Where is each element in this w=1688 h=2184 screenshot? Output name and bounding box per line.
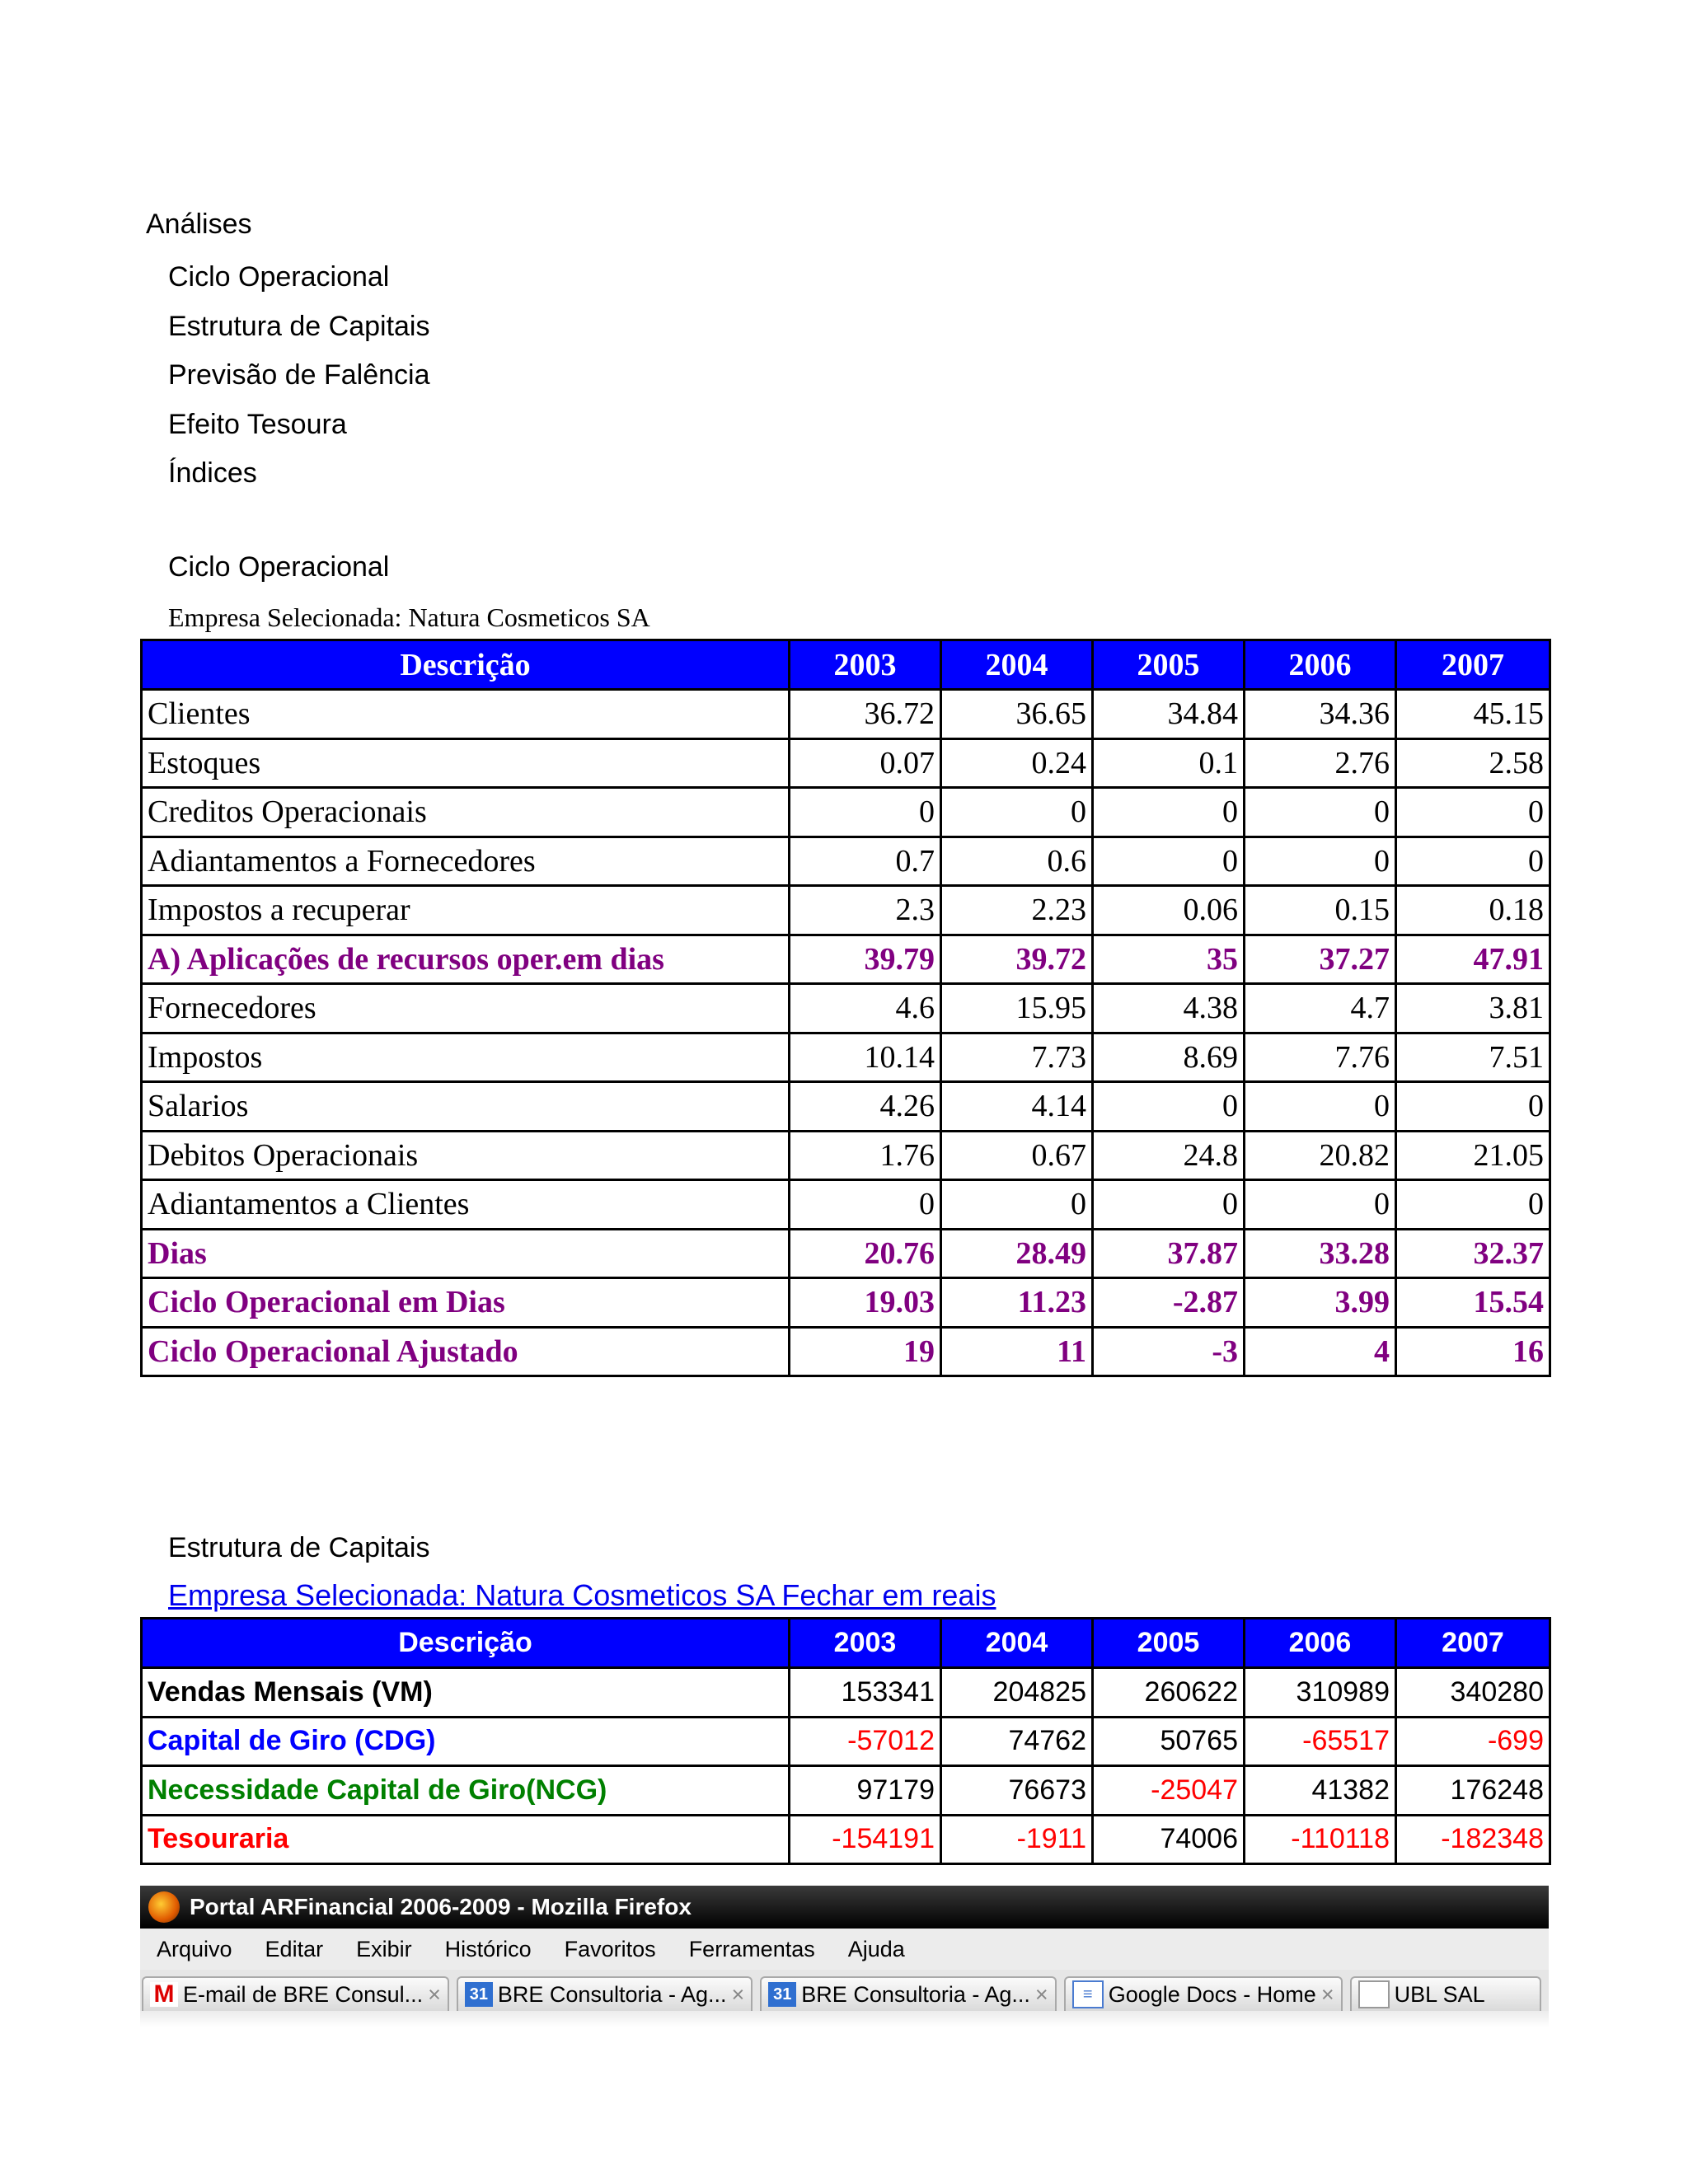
header-descricao: Descrição bbox=[142, 1619, 790, 1668]
cell-value: 16 bbox=[1396, 1327, 1550, 1376]
cell-value: 2.3 bbox=[790, 886, 941, 935]
cell-value: 33.28 bbox=[1245, 1229, 1396, 1278]
cell-value: -65517 bbox=[1245, 1717, 1396, 1766]
row-label: Adiantamentos a Fornecedores bbox=[142, 837, 790, 886]
header-2005: 2005 bbox=[1093, 1619, 1245, 1668]
cell-value: 0.24 bbox=[941, 738, 1093, 788]
menu-ferramentas[interactable]: Ferramentas bbox=[688, 1936, 815, 1961]
row-label: Creditos Operacionais bbox=[142, 788, 790, 837]
table-row-total bbox=[142, 1278, 1550, 1328]
cell-value: 0 bbox=[1245, 1082, 1396, 1132]
header-2006: 2006 bbox=[1245, 640, 1396, 690]
cell-value: 15.54 bbox=[1396, 1278, 1550, 1328]
table-row bbox=[142, 984, 1550, 1033]
row-label: Impostos a recuperar bbox=[142, 886, 790, 935]
cell-value: 0 bbox=[1245, 837, 1396, 886]
cell-value: 19.03 bbox=[790, 1278, 941, 1328]
menu-arquivo[interactable]: Arquivo bbox=[157, 1936, 232, 1961]
window-title: Portal ARFinancial 2006-2009 - Mozilla Firefox bbox=[190, 1894, 692, 1919]
header-2006: 2006 bbox=[1245, 1619, 1396, 1668]
menu-exibir[interactable]: Exibir bbox=[356, 1936, 412, 1961]
cell-value: 0.07 bbox=[790, 738, 941, 788]
table-row bbox=[142, 1131, 1550, 1180]
firefox-window bbox=[140, 1886, 1549, 2011]
row-label: A) Aplicações de recursos oper.em dias bbox=[142, 935, 790, 984]
nav-heading: Análises bbox=[146, 209, 252, 240]
cell-value: 0 bbox=[1245, 788, 1396, 837]
row-label: Ciclo Operacional em Dias bbox=[142, 1278, 790, 1328]
table-row-total bbox=[142, 935, 1550, 984]
table-row bbox=[142, 690, 1550, 739]
cell-value: 20.82 bbox=[1245, 1131, 1396, 1180]
tab-calendar-2[interactable] bbox=[760, 1976, 1056, 2011]
cell-value: 260622 bbox=[1093, 1668, 1245, 1718]
header-2007: 2007 bbox=[1396, 1619, 1550, 1668]
browser-tab-bar bbox=[140, 1970, 1549, 2011]
firefox-logo-icon bbox=[148, 1891, 180, 1923]
cell-value: 74762 bbox=[941, 1717, 1093, 1766]
cell-value: 28.49 bbox=[941, 1229, 1093, 1278]
cell-value: 74006 bbox=[1093, 1815, 1245, 1864]
calendar-icon: 31 bbox=[768, 1982, 796, 2007]
tab-google-docs[interactable] bbox=[1064, 1976, 1343, 2011]
table-row bbox=[142, 886, 1550, 935]
cell-value: 153341 bbox=[790, 1668, 941, 1718]
estrutura-capitais-table bbox=[140, 1617, 1551, 1865]
header-2003: 2003 bbox=[790, 640, 941, 690]
table-row bbox=[142, 1180, 1550, 1230]
header-2004: 2004 bbox=[941, 1619, 1093, 1668]
cell-value: 0.15 bbox=[1245, 886, 1396, 935]
cell-value: 0 bbox=[1093, 837, 1245, 886]
menu-historico[interactable]: Histórico bbox=[444, 1936, 532, 1961]
cell-value: 0 bbox=[790, 1180, 941, 1230]
cell-value: 41382 bbox=[1245, 1766, 1396, 1816]
close-icon[interactable]: × bbox=[1320, 1981, 1334, 2007]
header-2004: 2004 bbox=[941, 640, 1093, 690]
table-row bbox=[142, 1668, 1550, 1718]
row-label: Tesouraria bbox=[142, 1815, 790, 1864]
cell-value: 0 bbox=[1093, 1082, 1245, 1132]
cell-value: 0.6 bbox=[941, 837, 1093, 886]
browser-menu-bar bbox=[140, 1929, 1549, 1970]
menu-favoritos[interactable]: Favoritos bbox=[564, 1936, 656, 1961]
row-label: Salarios bbox=[142, 1082, 790, 1132]
gmail-icon: M bbox=[150, 1982, 178, 2007]
cell-value: 3.99 bbox=[1245, 1278, 1396, 1328]
cell-value: -2.87 bbox=[1093, 1278, 1245, 1328]
nav-item-estrutura-de-capitais[interactable]: Estrutura de Capitais bbox=[168, 310, 430, 342]
cell-value: -25047 bbox=[1093, 1766, 1245, 1816]
nav-list bbox=[168, 257, 430, 503]
cell-value: 4.6 bbox=[790, 984, 941, 1033]
cell-value: 32.37 bbox=[1396, 1229, 1550, 1278]
cell-value: -57012 bbox=[790, 1717, 941, 1766]
row-label: Impostos bbox=[142, 1033, 790, 1082]
cell-value: 15.95 bbox=[941, 984, 1093, 1033]
cell-value: 0 bbox=[1396, 1180, 1550, 1230]
cell-value: 24.8 bbox=[1093, 1131, 1245, 1180]
cell-value: 0.7 bbox=[790, 837, 941, 886]
cell-value: 76673 bbox=[941, 1766, 1093, 1816]
cell-value: 11.23 bbox=[941, 1278, 1093, 1328]
menu-editar[interactable]: Editar bbox=[265, 1936, 324, 1961]
close-icon[interactable]: × bbox=[1034, 1981, 1048, 2007]
tab-calendar-1[interactable] bbox=[457, 1976, 753, 2011]
row-label: Dias bbox=[142, 1229, 790, 1278]
cell-value: 0.1 bbox=[1093, 738, 1245, 788]
cell-value: 11 bbox=[941, 1327, 1093, 1376]
cell-value: 37.27 bbox=[1245, 935, 1396, 984]
cell-value: 47.91 bbox=[1396, 935, 1550, 984]
table-row-total bbox=[142, 1327, 1550, 1376]
cell-value: 0 bbox=[790, 788, 941, 837]
cell-value: 39.79 bbox=[790, 935, 941, 984]
table-row bbox=[142, 837, 1550, 886]
row-label: Capital de Giro (CDG) bbox=[142, 1717, 790, 1766]
cell-value: 0 bbox=[1396, 788, 1550, 837]
cell-value: -110118 bbox=[1245, 1815, 1396, 1864]
table-header-row bbox=[142, 640, 1550, 690]
cell-value: 2.23 bbox=[941, 886, 1093, 935]
row-label: Debitos Operacionais bbox=[142, 1131, 790, 1180]
cell-value: 4.38 bbox=[1093, 984, 1245, 1033]
cell-value: -1911 bbox=[941, 1815, 1093, 1864]
cell-value: 0 bbox=[1396, 1082, 1550, 1132]
nav-item-previsao-de-falencia[interactable]: Previsão de Falência bbox=[168, 359, 430, 391]
cell-value: -699 bbox=[1396, 1717, 1550, 1766]
cell-value: 34.36 bbox=[1245, 690, 1396, 739]
header-2007: 2007 bbox=[1396, 640, 1550, 690]
tab-label: BRE Consultoria - Ag... bbox=[801, 1981, 1030, 2007]
cell-value: 0 bbox=[1245, 1180, 1396, 1230]
header-2005: 2005 bbox=[1093, 640, 1245, 690]
header-2003: 2003 bbox=[790, 1619, 941, 1668]
cell-value: 2.76 bbox=[1245, 738, 1396, 788]
cell-value: 34.84 bbox=[1093, 690, 1245, 739]
cell-value: 20.76 bbox=[790, 1229, 941, 1278]
tab-label: BRE Consultoria - Ag... bbox=[497, 1981, 727, 2007]
row-label: Clientes bbox=[142, 690, 790, 739]
cell-value: 7.76 bbox=[1245, 1033, 1396, 1082]
cell-value: 3.81 bbox=[1396, 984, 1550, 1033]
cell-value: 45.15 bbox=[1396, 690, 1550, 739]
docs-icon: ≡ bbox=[1072, 1980, 1104, 2008]
cell-value: 7.73 bbox=[941, 1033, 1093, 1082]
table-row bbox=[142, 738, 1550, 788]
ciclo-section-title: Ciclo Operacional bbox=[168, 551, 390, 583]
cell-value: -3 bbox=[1093, 1327, 1245, 1376]
table-row-total bbox=[142, 1229, 1550, 1278]
row-label: Adiantamentos a Clientes bbox=[142, 1180, 790, 1230]
nav-item-indices[interactable]: Índices bbox=[168, 457, 257, 489]
row-label: Estoques bbox=[142, 738, 790, 788]
table-row bbox=[142, 1766, 1550, 1816]
cell-value: 0.18 bbox=[1396, 886, 1550, 935]
header-descricao: Descrição bbox=[142, 640, 790, 690]
tab-label: Google Docs - Home bbox=[1108, 1981, 1316, 2007]
cell-value: 176248 bbox=[1396, 1766, 1550, 1816]
cell-value: -154191 bbox=[790, 1815, 941, 1864]
cell-value: 4 bbox=[1245, 1327, 1396, 1376]
cell-value: 37.87 bbox=[1093, 1229, 1245, 1278]
cell-value: 4.7 bbox=[1245, 984, 1396, 1033]
table-row bbox=[142, 1815, 1550, 1864]
row-label: Fornecedores bbox=[142, 984, 790, 1033]
cell-value: 21.05 bbox=[1396, 1131, 1550, 1180]
tab-gmail[interactable] bbox=[142, 1976, 449, 2011]
menu-ajuda[interactable]: Ajuda bbox=[847, 1936, 905, 1961]
company-link[interactable]: Empresa Selecionada: Natura Cosmeticos SA Fechar em reais bbox=[168, 1578, 996, 1612]
cell-value: 8.69 bbox=[1093, 1033, 1245, 1082]
cell-value: 0.67 bbox=[941, 1131, 1093, 1180]
table-row bbox=[142, 1717, 1550, 1766]
cell-value: 10.14 bbox=[790, 1033, 941, 1082]
table-row bbox=[142, 788, 1550, 837]
cell-value: 35 bbox=[1093, 935, 1245, 984]
cell-value: -182348 bbox=[1396, 1815, 1550, 1864]
cell-value: 50765 bbox=[1093, 1717, 1245, 1766]
cell-value: 36.65 bbox=[941, 690, 1093, 739]
row-label: Necessidade Capital de Giro(NCG) bbox=[142, 1766, 790, 1816]
tab-ubl[interactable] bbox=[1350, 1976, 1541, 2011]
cell-value: 2.58 bbox=[1396, 738, 1550, 788]
table-row bbox=[142, 1033, 1550, 1082]
cell-value: 36.72 bbox=[790, 690, 941, 739]
close-icon[interactable]: × bbox=[428, 1981, 441, 2007]
cell-value: 204825 bbox=[941, 1668, 1093, 1718]
cell-value: 0 bbox=[941, 788, 1093, 837]
cell-value: 310989 bbox=[1245, 1668, 1396, 1718]
cell-value: 39.72 bbox=[941, 935, 1093, 984]
cell-value: 1.76 bbox=[790, 1131, 941, 1180]
table-header-row bbox=[142, 1619, 1550, 1668]
cell-value: 0 bbox=[1093, 788, 1245, 837]
cell-value: 0 bbox=[941, 1180, 1093, 1230]
cell-value: 19 bbox=[790, 1327, 941, 1376]
ciclo-company-label: Empresa Selecionada: Natura Cosmeticos SA bbox=[168, 602, 650, 632]
cell-value: 97179 bbox=[790, 1766, 941, 1816]
ciclo-operacional-table bbox=[140, 639, 1551, 1377]
estrutura-section-title: Estrutura de Capitais bbox=[168, 1532, 430, 1563]
cell-value: 0 bbox=[1396, 837, 1550, 886]
close-icon[interactable]: × bbox=[731, 1981, 745, 2007]
cell-value: 0 bbox=[1093, 1180, 1245, 1230]
tab-label: UBL SAL bbox=[1394, 1981, 1485, 2007]
nav-item-efeito-tesoura[interactable]: Efeito Tesoura bbox=[168, 408, 347, 440]
cell-value: 340280 bbox=[1396, 1668, 1550, 1718]
row-label: Vendas Mensais (VM) bbox=[142, 1668, 790, 1718]
cell-value: 4.14 bbox=[941, 1082, 1093, 1132]
cell-value: 4.26 bbox=[790, 1082, 941, 1132]
page-icon bbox=[1358, 1980, 1390, 2008]
table-row bbox=[142, 1082, 1550, 1132]
cell-value: 7.51 bbox=[1396, 1033, 1550, 1082]
nav-item-ciclo-operacional[interactable]: Ciclo Operacional bbox=[168, 261, 390, 293]
cell-value: 0.06 bbox=[1093, 886, 1245, 935]
screenshot-fade bbox=[140, 2011, 1549, 2027]
calendar-icon: 31 bbox=[465, 1982, 493, 2007]
tab-label: E-mail de BRE Consul... bbox=[183, 1981, 424, 2007]
row-label: Ciclo Operacional Ajustado bbox=[142, 1327, 790, 1376]
firefox-title-bar bbox=[140, 1886, 1549, 1929]
